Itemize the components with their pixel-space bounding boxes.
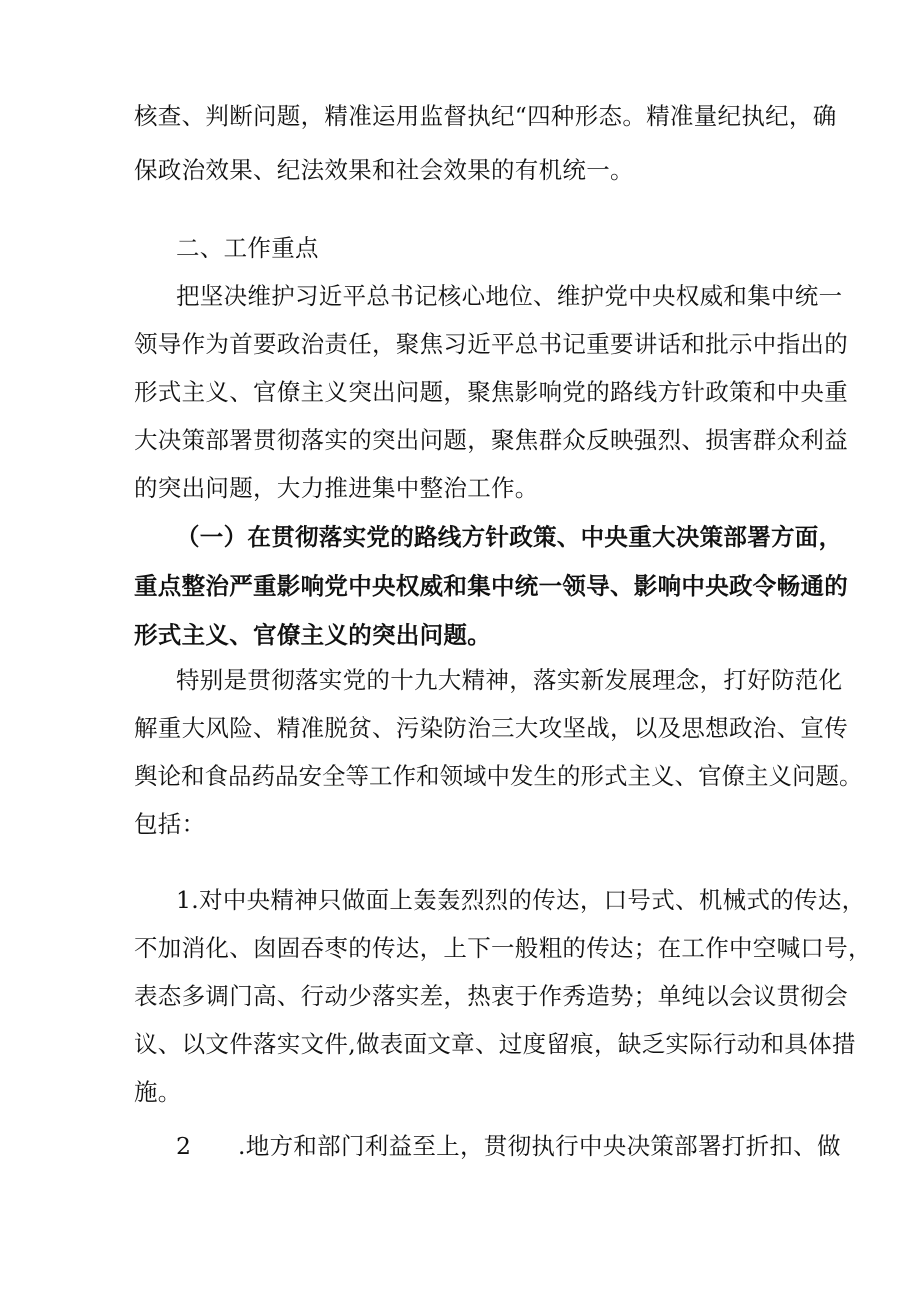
item-1-line-2: 不加消化、囱固吞枣的传达，上下一般粗的传达；在工作中空喊口号， <box>134 934 872 962</box>
section-para-line-3: 形式主义、官僚主义突出问题，聚焦影响党的路线方针政策和中央重 <box>134 378 848 406</box>
subheading-line-2: 重点整治严重影响党中央权威和集中统一领导、影响中央政令畅通的 <box>134 572 848 600</box>
item-1-line-3: 表态多调门高、行动少落实差，热衷于作秀造势；单纯以会议贯彻会 <box>134 982 848 1010</box>
subheading-line-3: 形式主义、官僚主义的突出问题。 <box>134 621 491 649</box>
section-para-line-1: 把坚决维护习近平总书记核心地位、维护党中央权威和集中统一 <box>176 282 843 310</box>
item-2-text: .地方和部门利益至上，贯彻执行中央决策部署打折扣、做 <box>238 1132 841 1160</box>
section-para-line-5: 的突出问题，大力推进集中整治工作。 <box>134 474 539 502</box>
sub-para-line-2: 解重大风险、精准脱贫、污染防治三大攻坚战，以及思想政治、宣传 <box>134 714 848 742</box>
section-para-line-4: 大决策部署贯彻落实的突出问题，聚焦群众反映强烈、损害群众利益 <box>134 426 848 454</box>
section-heading: 二、工作重点 <box>176 234 319 262</box>
subheading-line-1: （一）在贯彻落实党的路线方针政策、中央重大决策部署方面， <box>176 523 843 551</box>
sub-para-line-1: 特别是贯彻落实党的十九大精神，落实新发展理念，打好防范化 <box>176 666 843 694</box>
intro-line-1: 核查、判断问题，精准运用监督执纪“四种形态。精准量纪执纪，确 <box>134 102 837 130</box>
item-1-line-1: 1.对中央精神只做面上轰轰烈烈的传达，口号式、机械式的传达， <box>176 886 866 914</box>
item-1-line-5: 施。 <box>134 1078 182 1106</box>
item-1-line-4: 议、以文件落实文件,做表面文章、过度留痕，缺乏实际行动和具体措 <box>134 1030 856 1058</box>
section-para-line-2: 领导作为首要政治责任，聚焦习近平总书记重要讲话和批示中指出的 <box>134 330 848 358</box>
item-2-number: 2 <box>176 1132 191 1160</box>
sub-para-line-4: 包括： <box>134 810 206 838</box>
intro-line-2: 保政治效果、纪法效果和社会效果的有机统一。 <box>134 156 634 184</box>
sub-para-line-3: 舆论和食品药品安全等工作和领域中发生的形式主义、官僚主义问题。 <box>134 762 863 790</box>
